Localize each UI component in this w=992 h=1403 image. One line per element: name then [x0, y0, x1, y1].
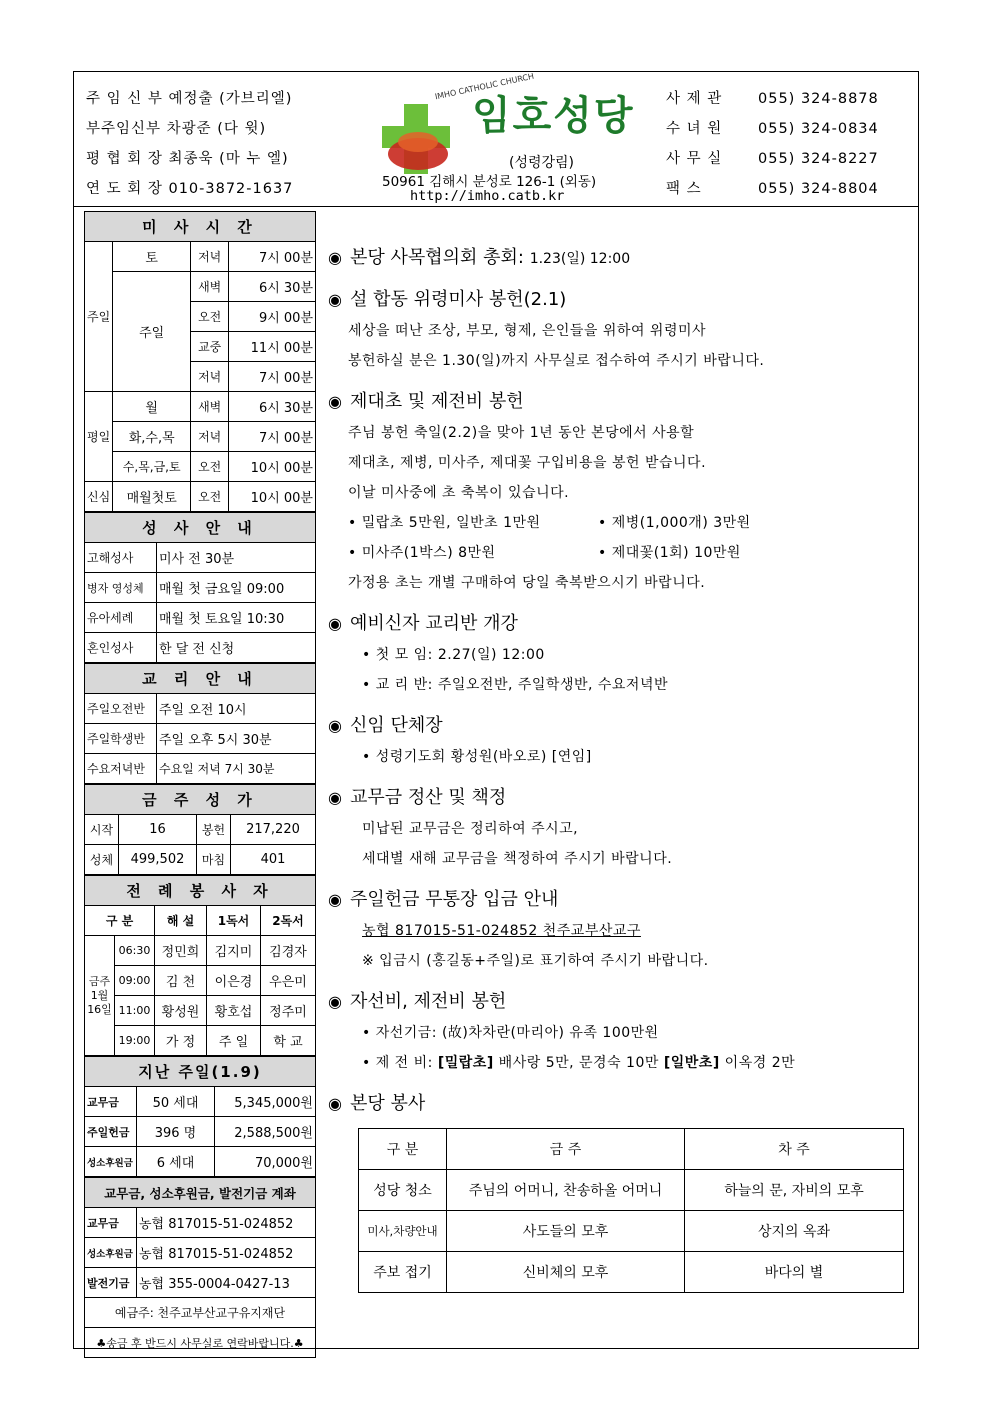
catechism-value: 주일 오후 5시 30분 — [157, 724, 316, 754]
title-text: 주일헌금 무통장 입금 안내 — [349, 889, 559, 910]
sacrament-value: 매월 첫 금요일 09:00 — [157, 573, 316, 603]
announcement-line: 이날 미사중에 초 축복이 있습니다. — [348, 485, 570, 501]
server-name: 우은미 — [261, 966, 316, 996]
hymn-label: 마침 — [197, 845, 231, 875]
service-this-week: 신비체의 모후 — [447, 1252, 685, 1293]
contact-phone: 055) 324-8804 — [758, 181, 879, 197]
catechism-value: 주일 오전 10시 — [157, 694, 316, 724]
announcement-line: ※ 입금시 (홍길동+주일)로 표기하여 주시기 바랍니다. — [362, 953, 709, 969]
clergy-line: 주 임 신 부 예정출 (가브리엘) — [86, 91, 293, 107]
title-text: 자선비, 제전비 봉헌 — [349, 991, 507, 1012]
offering-count: 396 명 — [137, 1117, 215, 1147]
bullet-icon: ◉ — [328, 290, 342, 309]
account-number: 농협 817015-51-024852 — [137, 1208, 316, 1238]
mass-time: 7시 00분 — [229, 362, 316, 392]
church-address: 50961 김해시 분성로 126-1 (외동) — [382, 174, 597, 190]
mass-part: 저녁 — [191, 422, 229, 452]
mass-time: 7시 00분 — [229, 242, 316, 272]
announcement-title — [328, 710, 908, 742]
servers-time: 19:00 — [115, 1026, 155, 1056]
account-label: 발전기금 — [85, 1268, 137, 1298]
bullet-icon: ◉ — [328, 392, 342, 411]
church-logo — [374, 71, 664, 204]
announcement-title — [328, 1088, 908, 1120]
contact-label: 사 제 관 — [666, 91, 723, 107]
servers-time: 11:00 — [115, 996, 155, 1026]
account-number: 농협 355-0004-0427-13 — [137, 1268, 316, 1298]
catechism-table — [84, 663, 316, 784]
sacrament-value: 한 달 전 신청 — [157, 633, 316, 663]
clergy-list — [86, 84, 293, 204]
hymn-value: 217,220 — [231, 815, 316, 845]
announcement-title — [328, 608, 908, 640]
server-name: 주 일 — [207, 1026, 261, 1056]
contact-line — [666, 144, 879, 174]
text-part: 배사랑 5만, 문경숙 10만 — [493, 1055, 664, 1071]
sidebar — [84, 211, 316, 1358]
sunday-group: 주일 — [85, 242, 113, 392]
bullet-item: • 성령기도회 황성원(바오로) [연임] — [362, 749, 592, 765]
catechism-label: 수요저녁반 — [85, 754, 157, 784]
hymn-value: 499,502 — [119, 845, 197, 875]
bullet-item: • 밀랍초 5만원, 일반초 1만원 — [348, 515, 541, 531]
bullet-item: • 제대꽃(1회) 10만원 — [598, 545, 741, 561]
announcement-line: 주님 봉헌 축일(2.2)을 맞아 1년 동안 본당에서 사용할 — [348, 425, 695, 441]
text-part-bold: [일반초] — [663, 1055, 720, 1071]
contact-list — [666, 84, 879, 204]
servers-time: 06:30 — [115, 936, 155, 966]
title-text: 본당 사목협의회 총회: — [349, 247, 524, 268]
announcement-title — [328, 884, 908, 916]
church-subtitle: (성령강림) — [509, 155, 575, 171]
mass-time: 6시 30분 — [229, 392, 316, 422]
header — [74, 72, 918, 207]
account-holder: 예금주: 천주교부산교구유지재단 — [85, 1298, 316, 1328]
mass-day: 매월첫토 — [113, 482, 191, 512]
hymn-value: 16 — [119, 815, 197, 845]
servers-header: 구 분 — [85, 906, 155, 936]
mass-part: 새벽 — [191, 392, 229, 422]
mass-part: 오전 — [191, 452, 229, 482]
devotion-group: 신심 — [85, 482, 113, 512]
catechism-title: 교 리 안 내 — [85, 664, 316, 694]
mass-time: 7시 00분 — [229, 422, 316, 452]
account-label: 교무금 — [85, 1208, 137, 1238]
sacrament-value: 매월 첫 토요일 10:30 — [157, 603, 316, 633]
offering-amount: 5,345,000원 — [215, 1087, 316, 1117]
mass-day: 월 — [113, 392, 191, 422]
text-part-bold: [밀랍초] — [437, 1055, 494, 1071]
bullet-icon: ◉ — [328, 1094, 342, 1113]
liturgy-servers-table — [84, 875, 316, 1056]
title-text: 교무금 정산 및 책정 — [349, 787, 507, 808]
offering-count: 50 세대 — [137, 1087, 215, 1117]
server-name: 정민희 — [155, 936, 207, 966]
sacrament-label: 혼인성사 — [85, 633, 157, 663]
contact-line — [666, 114, 879, 144]
announcement-title — [328, 242, 908, 274]
bullet-icon: ◉ — [328, 788, 342, 807]
announcement-line — [328, 916, 908, 946]
hymn-label: 시작 — [85, 815, 119, 845]
announcement-title — [328, 986, 908, 1018]
announcement-line — [328, 508, 908, 538]
announcements — [328, 232, 908, 1293]
bullet-item — [328, 1048, 908, 1078]
servers-header: 해 설 — [155, 906, 207, 936]
sacrament-label: 고해성사 — [85, 543, 157, 573]
clergy-line: 평 협 회 장 최종욱 (마 누 엘) — [86, 151, 289, 167]
mass-day: 수,목,금,토 — [113, 452, 191, 482]
server-name: 가 정 — [155, 1026, 207, 1056]
account-title: 교무금, 성소후원금, 발전기금 계좌 — [85, 1178, 316, 1208]
contact-line — [666, 174, 879, 204]
contact-line — [666, 84, 879, 114]
mass-time: 10시 00분 — [229, 452, 316, 482]
service-label: 성당 청소 — [359, 1170, 447, 1211]
title-date: 1.23(일) 12:00 — [529, 251, 631, 267]
mass-day: 토 — [113, 242, 191, 272]
mass-time: 6시 30분 — [229, 272, 316, 302]
mass-part: 오전 — [191, 302, 229, 332]
contact-phone: 055) 324-8227 — [758, 151, 879, 167]
servers-time: 09:00 — [115, 966, 155, 996]
mass-part: 교중 — [191, 332, 229, 362]
service-header: 금 주 — [447, 1129, 685, 1170]
last-sunday-table — [84, 1056, 316, 1177]
catechism-label: 주일학생반 — [85, 724, 157, 754]
offering-count: 6 세대 — [137, 1147, 215, 1177]
mass-part: 저녁 — [191, 362, 229, 392]
mass-part: 새벽 — [191, 272, 229, 302]
contact-label: 수 녀 원 — [666, 121, 723, 137]
server-name: 김경자 — [261, 936, 316, 966]
bullet-item: • 자선기금: (故)차차란(마리아) 유족 100만원 — [362, 1025, 659, 1041]
mass-day: 주일 — [113, 272, 191, 392]
servers-title: 전 례 봉 사 자 — [85, 876, 316, 906]
server-name: 김 천 — [155, 966, 207, 996]
service-this-week: 사도들의 모후 — [447, 1211, 685, 1252]
service-label: 미사,차량안내 — [359, 1211, 447, 1252]
announcement-line: 봉헌하실 분은 1.30(일)까지 사무실로 접수하여 주시기 바랍니다. — [348, 353, 765, 369]
bullet-icon: ◉ — [328, 890, 342, 909]
title-text: 예비신자 교리반 개강 — [349, 613, 518, 634]
last-sunday-title: 지난 주일(1.9) — [85, 1057, 316, 1087]
service-header: 구 분 — [359, 1129, 447, 1170]
announcement-line — [328, 538, 908, 568]
servers-header: 1독서 — [207, 906, 261, 936]
bullet-icon: ◉ — [328, 614, 342, 633]
bullet-icon: ◉ — [328, 992, 342, 1011]
mass-time: 11시 00분 — [229, 332, 316, 362]
hymn-label: 성체 — [85, 845, 119, 875]
contact-phone: 055) 324-0834 — [758, 121, 879, 137]
bullet-item: • 첫 모 임: 2.27(일) 12:00 — [362, 647, 545, 663]
hymn-table — [84, 784, 316, 875]
bullet-icon: ◉ — [328, 716, 342, 735]
title-text: 설 합동 위령미사 봉헌(2.1) — [349, 289, 567, 310]
offering-label: 교무금 — [85, 1087, 137, 1117]
sacrament-title: 성 사 안 내 — [85, 513, 316, 543]
contact-label: 팩 스 — [666, 181, 702, 197]
bulletin-frame — [73, 71, 919, 1349]
clergy-line: 부주임신부 차광준 (다 윗) — [86, 121, 267, 137]
server-name: 정주미 — [261, 996, 316, 1026]
church-english-name: IMHO CATHOLIC CHURCH — [434, 71, 535, 102]
bullet-item: • 교 리 반: 주일오전반, 주일학생반, 수요저녁반 — [362, 677, 669, 693]
announcement-line: 가정용 초는 개별 구매하여 당일 축복받으시기 바랍니다. — [348, 575, 706, 591]
hymn-value: 401 — [231, 845, 316, 875]
announcement-title — [328, 284, 908, 316]
catechism-label: 주일오전반 — [85, 694, 157, 724]
sacrament-label: 병자 영성체 — [85, 573, 157, 603]
service-next-week: 상지의 옥좌 — [685, 1211, 904, 1252]
mass-time: 10시 00분 — [229, 482, 316, 512]
transfer-notice: ♣송금 후 반드시 사무실로 연락바랍니다.♣ — [85, 1328, 316, 1358]
bank-account: 농협 817015-51-024852 천주교부산교구 — [362, 923, 641, 939]
service-this-week: 주님의 어머니, 찬송하올 어머니 — [447, 1170, 685, 1211]
server-name: 학 교 — [261, 1026, 316, 1056]
offering-amount: 2,588,500원 — [215, 1117, 316, 1147]
sacrament-table — [84, 512, 316, 663]
weekday-group: 평일 — [85, 392, 113, 482]
service-next-week: 하늘의 문, 자비의 모후 — [685, 1170, 904, 1211]
service-header: 차 주 — [685, 1129, 904, 1170]
clergy-line: 연 도 회 장 010-3872-1637 — [86, 181, 294, 197]
text-part: • 제 전 비: — [362, 1055, 438, 1071]
service-next-week: 바다의 별 — [685, 1252, 904, 1293]
bullet-icon: ◉ — [328, 248, 342, 267]
title-text: 신임 단체장 — [349, 715, 443, 736]
service-label: 주보 접기 — [359, 1252, 447, 1293]
offering-label: 성소후원금 — [85, 1147, 137, 1177]
mass-part: 오전 — [191, 482, 229, 512]
contact-label: 사 무 실 — [666, 151, 723, 167]
account-table — [84, 1177, 316, 1358]
server-name: 황호섭 — [207, 996, 261, 1026]
contact-phone: 055) 324-8878 — [758, 91, 879, 107]
server-name: 김지미 — [207, 936, 261, 966]
catechism-value: 수요일 저녁 7시 30분 — [157, 754, 316, 784]
announcement-title — [328, 386, 908, 418]
hymn-label: 봉헌 — [197, 815, 231, 845]
church-url[interactable]: http://imho.catb.kr — [410, 188, 565, 204]
mass-schedule-table — [84, 211, 316, 512]
service-table — [358, 1128, 904, 1293]
server-name: 이은경 — [207, 966, 261, 996]
bullet-item: • 미사주(1박스) 8만원 — [348, 545, 496, 561]
announcement-line: 세대별 새해 교무금을 책정하여 주시기 바랍니다. — [362, 851, 673, 867]
title-text: 제대초 및 제전비 봉헌 — [349, 391, 524, 412]
mass-time: 9시 00분 — [229, 302, 316, 332]
sacrament-label: 유아세례 — [85, 603, 157, 633]
announcement-line: 세상을 떠난 조상, 부모, 형제, 은인들을 위하여 위령미사 — [348, 323, 707, 339]
sacrament-value: 미사 전 30분 — [157, 543, 316, 573]
server-name: 황성원 — [155, 996, 207, 1026]
offering-amount: 70,000원 — [215, 1147, 316, 1177]
mass-part: 저녁 — [191, 242, 229, 272]
text-part: 이옥경 2만 — [719, 1055, 796, 1071]
account-number: 농협 817015-51-024852 — [137, 1238, 316, 1268]
announcement-line: 제대초, 제병, 미사주, 제대꽃 구입비용을 봉헌 받습니다. — [348, 455, 707, 471]
servers-date: 금주 1월 16일 — [85, 936, 115, 1056]
church-name: 임호성당 — [472, 93, 635, 139]
account-label: 성소후원금 — [85, 1238, 137, 1268]
offering-label: 주일헌금 — [85, 1117, 137, 1147]
bullet-item: • 제병(1,000개) 3만원 — [598, 515, 751, 531]
title-text: 본당 봉사 — [349, 1093, 426, 1114]
mass-day: 화,수,목 — [113, 422, 191, 452]
servers-header: 2독서 — [261, 906, 316, 936]
announcement-title — [328, 782, 908, 814]
hymn-title: 금 주 성 가 — [85, 785, 316, 815]
announcement-line: 미납된 교무금은 정리하여 주시고, — [362, 821, 579, 837]
mass-title: 미 사 시 간 — [85, 212, 316, 242]
